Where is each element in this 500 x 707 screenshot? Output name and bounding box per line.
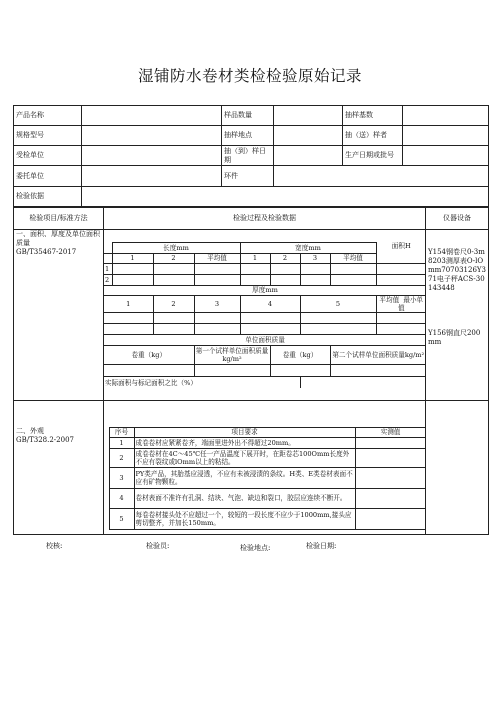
appearance-row	[104, 508, 426, 529]
section1-equipment-cell	[426, 230, 489, 401]
row-number: 2	[104, 274, 112, 285]
info-row	[14, 146, 489, 166]
inspected-unit-value[interactable]	[82, 146, 222, 166]
requirement-text: 成卷卷材在4C～45℃任一产品温度下展开时，在距卷芯100Omm长度外不应有裂纹或lOmm以上的粘结。	[134, 448, 355, 467]
mass-data-row	[104, 364, 426, 376]
label-env: 环件	[222, 166, 274, 187]
data-cell[interactable]	[330, 274, 376, 285]
data-cell[interactable]	[153, 274, 194, 285]
data-cell[interactable]	[194, 312, 240, 323]
mass-col: 卷重（kg）	[270, 345, 330, 364]
section2-item-cell	[14, 401, 104, 535]
measured-value[interactable]	[355, 448, 426, 467]
measured-value[interactable]	[355, 508, 426, 529]
data-cell[interactable]	[240, 312, 300, 323]
section1-item: 一、面积、厚度及单位面积质量	[16, 230, 100, 247]
date-label: 检验日期:	[306, 542, 337, 550]
row-number: 1	[104, 263, 112, 274]
col-item-header: 检验项目/标准方法	[14, 208, 104, 230]
section1-item-cell	[14, 230, 104, 401]
area-label: 面积H	[376, 242, 425, 263]
col-process-header: 检验过程及检验数据	[104, 208, 426, 230]
data-cell[interactable]	[153, 263, 194, 274]
data-cell[interactable]	[376, 312, 425, 323]
appearance-row	[104, 488, 426, 508]
info-table	[13, 105, 489, 207]
data-cell[interactable]	[240, 323, 300, 334]
mass-subheader-row	[104, 345, 426, 364]
data-cell[interactable]	[104, 323, 153, 334]
data-cell[interactable]	[194, 263, 240, 274]
lw-col: 2	[270, 253, 300, 263]
production-date-value[interactable]	[403, 146, 489, 166]
col-measured-header: 实测值	[355, 427, 426, 437]
thickness-header-row	[104, 285, 426, 295]
section2-item: 二、外观	[16, 427, 44, 435]
col-no-header: 序号	[109, 427, 134, 437]
data-cell[interactable]	[300, 263, 330, 274]
thickness-col: 5	[300, 295, 376, 312]
measured-value[interactable]	[355, 488, 426, 508]
equipment-list-1: Y154钢卷尺0-3m8203测厚表O-lOmm70703126Y371电子秤ACS-30143448	[428, 248, 486, 292]
mass-header-row	[104, 334, 426, 345]
product-name-value[interactable]	[82, 106, 222, 126]
lw-col: 1	[112, 253, 153, 263]
requirement-text: 成卷卷材应紧紧卷齐，端面里进外出不得超过20mm。	[134, 437, 355, 448]
equipment-list-2: Y156钢直尺200mm	[428, 329, 481, 346]
ratio-row	[104, 376, 426, 388]
length-label: 长度mm	[112, 242, 240, 253]
thickness-col: 3	[194, 295, 240, 312]
requirement-text: 卷材表面不准许有孔洞、结块、气泡、缺边和裂口，胶层应连续不断开。	[134, 488, 355, 508]
measured-value[interactable]	[355, 437, 426, 448]
thickness-avg-label: 平均值	[379, 295, 400, 304]
thickness-col: 4	[240, 295, 300, 312]
label-inspected-unit: 受检单位	[14, 146, 82, 166]
data-cell[interactable]	[300, 312, 376, 323]
label-sampling-base: 抽样基数	[343, 106, 403, 126]
data-cell[interactable]	[240, 274, 270, 285]
lw-header-row	[104, 242, 426, 253]
lw-data-row	[104, 274, 426, 285]
thickness-col: 1	[104, 295, 153, 312]
thickness-data-row	[104, 312, 426, 323]
appearance-header-row	[104, 427, 426, 437]
row-number: 4	[109, 488, 134, 508]
data-cell[interactable]	[153, 312, 194, 323]
lw-col: 3	[300, 253, 330, 263]
label-basis: 检验依据	[14, 187, 82, 207]
info-row	[14, 126, 489, 146]
info-row	[14, 106, 489, 126]
sampler-value[interactable]	[403, 126, 489, 146]
section-dimensions	[14, 230, 489, 401]
info-row	[14, 187, 489, 207]
col-equipment-header: 仪器设备	[426, 208, 489, 230]
column-header-row	[14, 208, 489, 230]
thickness-data-row	[104, 323, 426, 334]
data-cell[interactable]	[376, 274, 425, 285]
data-cell[interactable]	[330, 263, 376, 274]
env-value[interactable]	[274, 166, 489, 187]
data-cell[interactable]	[376, 323, 425, 334]
thickness-min-label: 最小单值	[397, 295, 424, 312]
thickness-label: 厚度mm	[104, 285, 426, 295]
label-product-name: 产品名称	[14, 106, 82, 126]
data-cell[interactable]	[194, 274, 240, 285]
ratio-value[interactable]	[300, 376, 425, 388]
row-number: 3	[109, 467, 134, 488]
dimensions-grid	[104, 242, 426, 389]
col-req-header: 项目要求	[134, 427, 355, 437]
measured-value[interactable]	[355, 467, 426, 488]
row-number: 5	[109, 508, 134, 529]
ratio-label: 实际面积与标记面积之比（%）	[104, 376, 300, 388]
page-title: 湿铺防水卷材类检检验原始记录	[137, 67, 362, 85]
label-sampler: 抽（送）样者	[343, 126, 403, 146]
basis-value[interactable]	[82, 187, 489, 207]
requirement-text: 每卷卷材接头处不应超过一个，较短的一段长度不应少于1000mm,接头应剪切整齐，并加长150mm。	[134, 508, 355, 529]
width-label: 宽度mm	[240, 242, 376, 253]
label-sampling-date: 抽（到）样日期	[222, 146, 274, 166]
section1-standard: GB/T35467-2017	[16, 248, 77, 256]
data-cell[interactable]	[104, 312, 153, 323]
appearance-row	[104, 437, 426, 448]
thickness-avg-min	[376, 295, 425, 312]
data-cell[interactable]	[300, 274, 330, 285]
lw-data-row	[104, 263, 426, 274]
check-label: 校核:	[46, 542, 63, 550]
requirement-text: PY类产品，其胎基应浸透，不应有未被浸渍的条纹。H类、E类卷材表面不应有矿物颗粒。	[134, 467, 355, 488]
lw-col: 平均值	[330, 253, 376, 263]
appearance-tail-row	[104, 529, 426, 530]
info-row	[14, 166, 489, 187]
sampling-date-value[interactable]	[274, 146, 343, 166]
section2-standard: GB/T328.2-2007	[16, 436, 74, 444]
section2-equipment-cell	[426, 401, 489, 535]
client-unit-value[interactable]	[82, 166, 222, 187]
mass-col: 第二个试样单位面积质量kg/m²	[330, 345, 425, 364]
sampling-place-value[interactable]	[274, 126, 343, 146]
mass-col: 第一个试样单位面积质量kg/m²	[195, 346, 269, 363]
spec-model-value[interactable]	[82, 126, 222, 146]
label-spec-model: 规格型号	[14, 126, 82, 146]
data-cell[interactable]	[330, 364, 425, 376]
lw-col: 1	[240, 253, 270, 263]
lw-col: 2	[153, 253, 194, 263]
row-number: 2	[109, 448, 134, 467]
label-client-unit: 委托单位	[14, 166, 82, 187]
section-appearance	[14, 401, 489, 535]
mass-label: 单位面积质量	[104, 334, 426, 345]
appearance-row	[104, 467, 426, 488]
place-label: 检验地点:	[240, 544, 271, 552]
data-cell[interactable]	[153, 323, 194, 334]
thickness-subheader-row	[104, 295, 426, 312]
appearance-spacer-row	[104, 405, 426, 427]
appearance-grid	[104, 405, 426, 530]
section1-process-cell	[104, 230, 426, 401]
row-number: 1	[109, 437, 134, 448]
data-cell[interactable]	[112, 263, 153, 274]
inspector-label: 检验员:	[146, 542, 170, 550]
data-cell[interactable]	[240, 263, 270, 274]
label-production-date: 生产日期或批号	[343, 146, 403, 166]
data-cell[interactable]	[104, 364, 194, 376]
data-cell[interactable]	[300, 323, 376, 334]
section2-process-cell	[104, 401, 426, 535]
data-cell[interactable]	[270, 364, 330, 376]
data-cell[interactable]	[194, 364, 270, 376]
data-cell[interactable]	[270, 263, 300, 274]
sample-qty-value[interactable]	[274, 106, 343, 126]
appearance-row	[104, 448, 426, 467]
sampling-base-value[interactable]	[403, 106, 489, 126]
signature-footer	[0, 541, 500, 553]
data-cell[interactable]	[194, 323, 240, 334]
mass-col: 卷重（kg）	[104, 345, 194, 364]
thickness-col: 2	[153, 295, 194, 312]
label-sample-qty: 样品数量	[222, 106, 274, 126]
inspection-table	[13, 207, 489, 535]
data-cell[interactable]	[270, 274, 300, 285]
data-cell[interactable]	[376, 263, 425, 274]
lw-col: 平均值	[194, 253, 240, 263]
label-sampling-place: 抽样地点	[222, 126, 274, 146]
data-cell[interactable]	[112, 274, 153, 285]
